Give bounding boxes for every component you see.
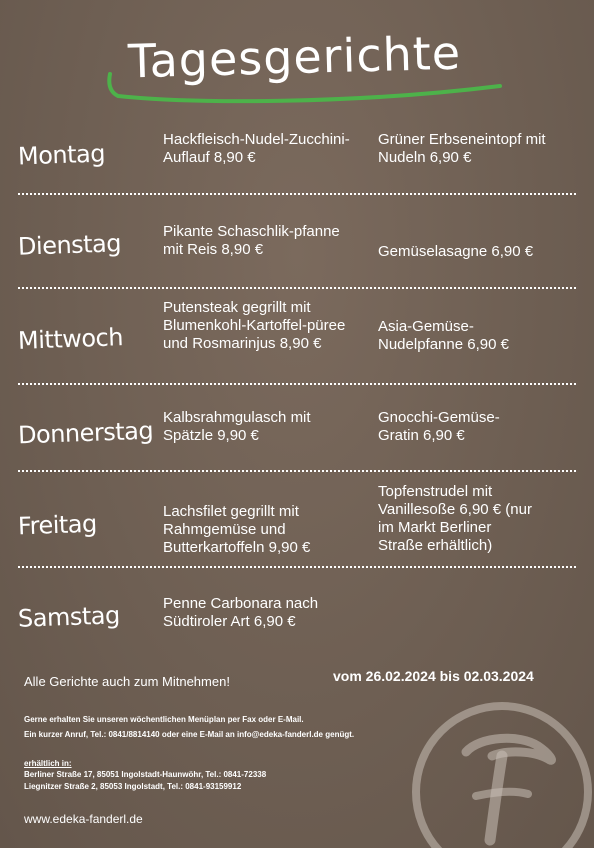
info-line-2-prefix: Ein kurzer Anruf, Tel.: 0841/8814140 oder eine E-Mail an (24, 730, 237, 739)
separator (18, 287, 576, 289)
dish-thursday-1: Kalbsrahmgulasch mit Spätzle 9,90 € (163, 409, 311, 444)
separator (18, 383, 576, 385)
day-label-friday: Freitag (17, 509, 98, 541)
dish-wednesday-2: Asia-Gemüse-Nudelpfanne 6,90 € (378, 318, 509, 353)
separator (18, 470, 576, 472)
day-label-tuesday: Dienstag (17, 229, 122, 261)
dish-monday-1: Hackfleisch-Nudel-Zucchini-Auflauf 8,90 € (163, 131, 350, 166)
fanderl-f-logo-icon (410, 700, 594, 848)
dish-monday-2: Grüner Erbseneintopf mit Nudeln 6,90 € (378, 131, 546, 166)
available-heading (24, 758, 72, 769)
contact-email[interactable]: info@edeka-fanderl.de (236, 730, 324, 739)
day-label-saturday: Samstag (17, 601, 121, 633)
website-link[interactable]: www.edeka-fanderl.de (24, 812, 143, 826)
dish-saturday-1: Penne Carbonara nach Südtiroler Art 6,90 € (163, 595, 319, 630)
dish-thursday-2: Gnocchi-Gemüse-Gratin 6,90 € (378, 409, 500, 444)
day-label-wednesday: Mittwoch (17, 323, 124, 355)
page-title: Tagesgerichte (127, 25, 462, 89)
takeaway-note: Alle Gerichte auch zum Mitnehmen! (24, 674, 230, 689)
separator (18, 566, 576, 568)
dish-wednesday-1: Putensteak gegrillt mit Blumenkohl-Kartoffel-püree und Rosmarinjus 8,90 € (163, 299, 346, 352)
info-line-1: Gerne erhalten Sie unseren wöchentlichen Menüplan per Fax oder E-Mail. (24, 715, 304, 724)
info-line-2 (24, 729, 354, 740)
info-line-2-suffix: genügt. (323, 730, 355, 739)
location-1: Berliner Straße 17, 85051 Ingolstadt-Haunwöhr, Tel.: 0841-72338 (24, 770, 267, 779)
dish-tuesday-2: Gemüselasagne 6,90 € (378, 243, 534, 260)
available-heading-text: erhältlich in: (24, 759, 72, 768)
dish-friday-1: Lachsfilet gegrillt mit Rahmgemüse und Butterkartoffeln 9,90 € (163, 503, 311, 556)
day-label-thursday: Donnerstag (17, 416, 154, 450)
separator (18, 193, 576, 195)
dish-tuesday-1: Pikante Schaschlik-pfanne mit Reis 8,90 € (163, 223, 340, 258)
day-label-monday: Montag (17, 139, 106, 171)
title-underline (104, 70, 504, 110)
location-2: Liegnitzer Straße 2, 85053 Ingolstadt, Tel.: 0841-93159912 (24, 782, 242, 791)
date-range: vom 26.02.2024 bis 02.03.2024 (333, 668, 534, 684)
dish-friday-2: Topfenstrudel mit Vanillesoße 6,90 € (nur im Markt Berliner Straße erhältlich) (378, 483, 532, 554)
